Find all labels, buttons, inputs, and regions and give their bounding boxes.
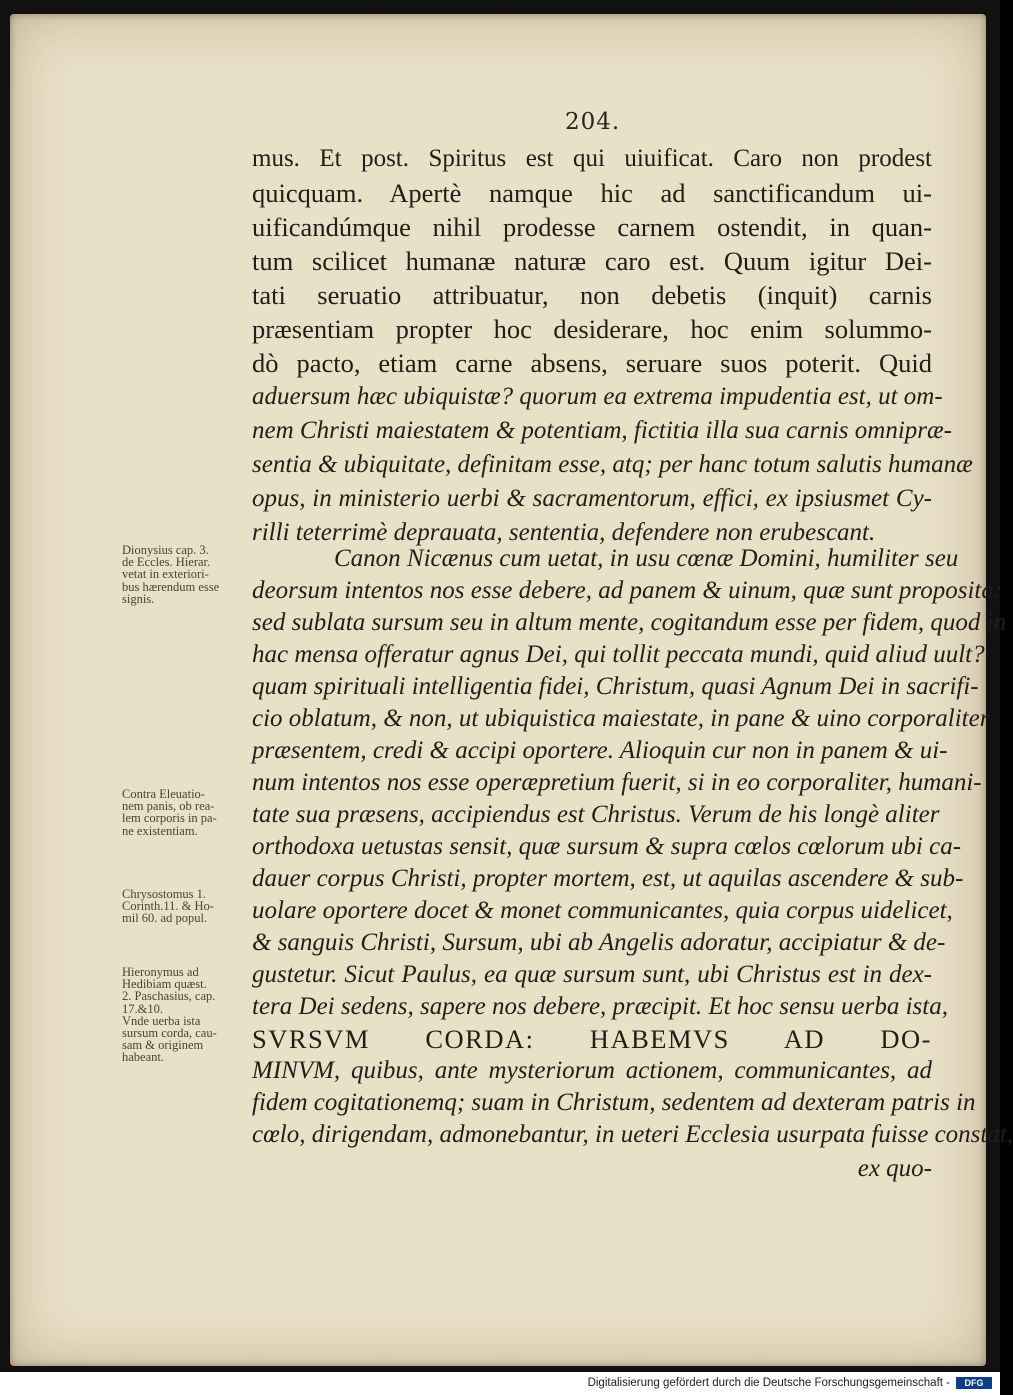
marginal-note-line: 2. Paschasius, cap.	[122, 989, 216, 1004]
marginal-note	[122, 966, 260, 1064]
text-line: num intentos nos esse operæpretium fuerit, si in eo corporaliter, humani-	[252, 769, 982, 796]
text-line: MINVM, quibus, ante mysteriorum actionem, communicantes, ad	[252, 1057, 932, 1084]
marginal-note-line: sam & originem	[122, 1038, 204, 1053]
text-line: cio oblatum, & non, ut ubiquistica maiestate, in pane & uino corporaliter	[252, 705, 990, 732]
dfg-logo: DFG	[956, 1377, 992, 1389]
marginal-note	[122, 544, 260, 605]
text-line: uolare oportere docet & monet communicantes, quia corpus uidelicet,	[252, 897, 953, 924]
text-line: dò pacto, etiam carne absens, seruare suos poterit. Quid	[252, 348, 932, 378]
text-line: quicquam. Apertè namque hic ad sanctificandum ui-	[252, 178, 932, 208]
footer-credit: Digitalisierung gefördert durch die Deutsche Forschungsgemeinschaft -	[587, 1377, 950, 1389]
text-line: orthodoxa uetustas sensit, quæ sursum & supra cœlos cœlorum ubi ca-	[252, 833, 962, 860]
text-line: cœlo, dirigendam, admonebantur, in ueteri Ecclesia usurpata fuisse constat,	[252, 1121, 1013, 1148]
marginal-note	[122, 888, 260, 925]
marginal-note-line: nem panis, ob rea-	[122, 799, 215, 814]
marginal-note-line: Hieronymus ad	[122, 965, 199, 979]
text-line: rilli teterrimè deprauata, sententia, defendere non erubescant.	[252, 519, 876, 546]
text-line: deorsum intentos nos esse debere, ad panem & uinum, quæ sunt proposita:	[252, 577, 1003, 604]
marginal-note-line: ne existentiam.	[122, 823, 198, 838]
marginal-note-line: Chrysostomus 1.	[122, 887, 207, 901]
page-number: 204.	[565, 109, 621, 135]
text-line: ex quo-	[857, 1155, 932, 1182]
marginal-note	[122, 788, 260, 837]
marginal-note-line: de Eccles. Hierar.	[122, 555, 211, 570]
marginal-note-line: Dionysius cap. 3.	[122, 543, 209, 557]
text-line: nem Christi maiestatem & potentiam, fictitia illa sua carnis omnipræ-	[252, 417, 952, 444]
text-line: & sanguis Christi, Sursum, ubi ab Angelis adoratur, accipiatur & de-	[252, 929, 946, 956]
text-line: præsentem, credi & accipi oportere. Alioquin cur non in panem & ui-	[252, 737, 948, 764]
marginal-note-line: sursum corda, cau-	[122, 1026, 217, 1041]
text-line: sentia & ubiquitate, definitam esse, atq; per hanc totum salutis humanæ	[252, 451, 973, 478]
book-page	[10, 14, 1013, 1366]
text-line: dauer corpus Christi, propter mortem, est, ut aquilas ascendere & sub-	[252, 865, 964, 892]
marginal-note-line: Hedibiam quæst.	[122, 977, 207, 992]
marginal-note-line: bus hærendum esse	[122, 579, 220, 594]
footer-bar	[0, 1372, 1000, 1395]
text-line: opus, in ministerio uerbi & sacramentorum, effici, ex ipsiusmet Cy-	[252, 485, 932, 512]
marginal-note-line: signis.	[122, 591, 155, 606]
marginal-note-line: Vnde uerba ista	[122, 1013, 201, 1028]
marginal-note-line: Contra Eleuatio-	[122, 787, 205, 801]
text-line: fidem cogitationemq; suam in Christum, sedentem ad dexteram patris in	[252, 1089, 976, 1116]
text-line: aduersum hæc ubiquistæ? quorum ea extrema impudentia est, ut om-	[252, 383, 943, 410]
text-line: uificandúmque nihil prodesse carnem ostendit, in quan-	[252, 212, 932, 242]
marginal-note-line: habeant.	[122, 1050, 164, 1065]
text-line: sed sublata sursum seu in altum mente, cogitandum esse per fidem, quod in	[252, 609, 1007, 636]
text-line: tera Dei sedens, sapere nos debere, præcipit. Et hoc sensu uerba ista,	[252, 993, 948, 1020]
text-line: præsentiam propter hoc desiderare, hoc enim solummo-	[252, 314, 932, 344]
marginal-note-line: mil 60. ad popul.	[122, 911, 208, 926]
text-line: hac mensa offeratur agnus Dei, qui tollit peccata mundi, quid aliud uult?	[252, 641, 985, 668]
text-line: tati seruatio attribuatur, non debetis (inquit) carnis	[252, 280, 932, 310]
marginal-note-line: lem corporis in pa-	[122, 811, 217, 826]
marginal-note-line: Corinth.11. & Ho-	[122, 899, 214, 914]
text-line: tum scilicet humanæ naturæ caro est. Quum igitur Dei-	[252, 246, 932, 276]
text-line: SVRSVM CORDA: HABEMVS AD DO-	[252, 1024, 932, 1054]
text-line: gustetur. Sicut Paulus, ea quæ sursum sunt, ubi Christus est in dex-	[252, 961, 932, 988]
text-line: quam spirituali intelligentia fidei, Christum, quasi Agnum Dei in sacrifi-	[252, 673, 979, 700]
text-line: tate sua præsens, accipiendus est Christus. Verum de his longè aliter	[252, 801, 940, 828]
marginal-note-line: 17.&10.	[122, 1001, 163, 1016]
text-line: Canon Nicænus cum uetat, in usu cœnæ Domini, humiliter seu	[334, 545, 959, 572]
text-line: mus. Et post. Spiritus est qui uiuificat. Caro non prodest	[252, 145, 932, 172]
marginal-note-line: vetat in exteriori-	[122, 567, 209, 582]
